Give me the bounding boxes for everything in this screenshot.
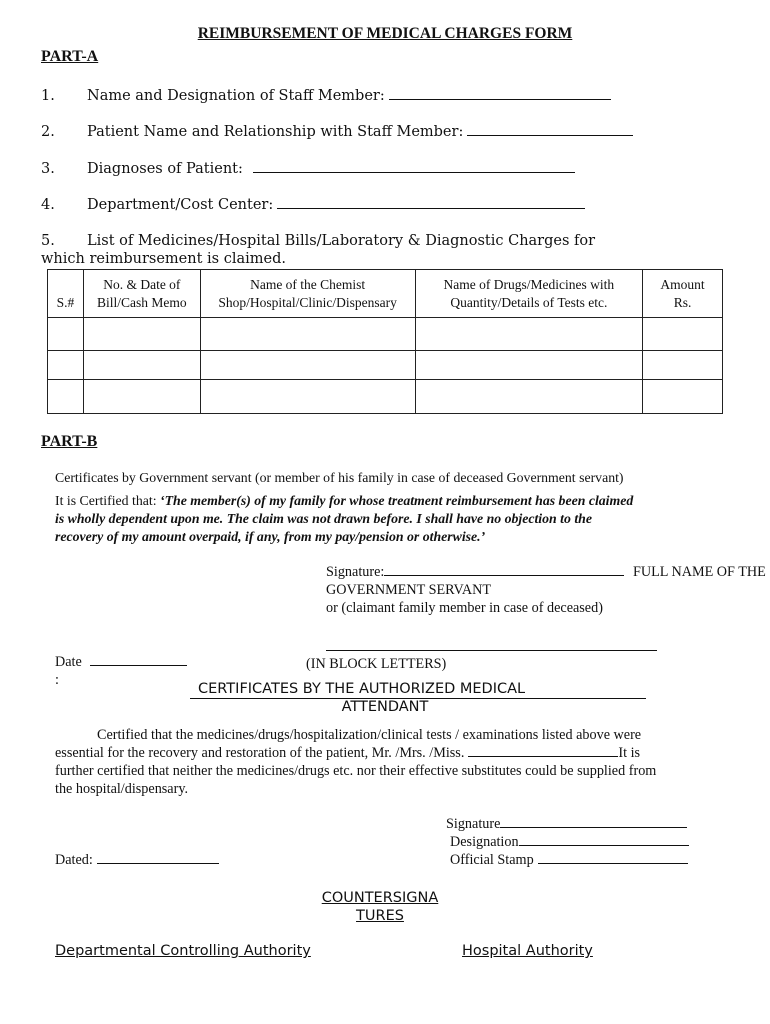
patient-name-field[interactable]	[467, 134, 633, 136]
table-cell[interactable]	[200, 318, 415, 351]
department-field[interactable]	[277, 207, 585, 209]
item-label: Name and Designation of Staff Member:	[87, 88, 385, 104]
attendant-para-line-4: the hospital/dispensary.	[55, 781, 189, 797]
certificate-intro: Certificates by Government servant (or member of his family in case of deceased Government servant)	[55, 470, 624, 485]
staff-name-field[interactable]	[389, 98, 611, 100]
item-label: List of Medicines/Hospital Bills/Laboratory & Diagnostic Charges for	[87, 233, 596, 249]
item-number: 3.	[41, 161, 55, 177]
header-serial: S.#	[48, 270, 84, 318]
signature-label: Signature:	[326, 564, 385, 580]
table-cell[interactable]	[643, 351, 723, 380]
table-cell[interactable]	[415, 351, 643, 380]
form-title: REIMBURSEMENT OF MEDICAL CHARGES FORM	[197, 25, 573, 42]
table-cell[interactable]	[200, 380, 415, 414]
full-name-field[interactable]	[326, 650, 657, 651]
item-number: 5.	[41, 233, 55, 249]
table-cell[interactable]	[83, 380, 200, 414]
patient-name-blank[interactable]	[468, 755, 618, 757]
item-2	[41, 124, 633, 140]
item-5	[41, 233, 595, 249]
attendant-designation-row: Designation	[450, 833, 689, 851]
attendant-para-line-2: essential for the recovery and restoration of the patient, Mr. /Mrs. /Miss. It is	[55, 745, 641, 761]
item-label: Diagnoses of Patient:	[87, 161, 243, 177]
full-name-label: FULL NAME OF THE	[633, 564, 766, 580]
table-cell[interactable]	[643, 380, 723, 414]
date-colon: :	[55, 672, 59, 688]
claimant-note: or (claimant family member in case of deceased)	[326, 600, 603, 616]
part-b-heading: PART-B	[41, 433, 98, 450]
header-amount: Amount Rs.	[643, 270, 723, 318]
table-row	[48, 380, 723, 414]
countersignatures-heading: COUNTERSIGNA	[321, 890, 439, 906]
item-3	[41, 161, 575, 177]
dated-row: Dated:	[55, 851, 219, 869]
official-stamp-field[interactable]	[538, 862, 688, 864]
diagnoses-field[interactable]	[253, 171, 575, 173]
item-number: 2.	[41, 124, 55, 140]
item-5-continued: which reimbursement is claimed.	[41, 251, 286, 267]
date-label: Date	[55, 654, 82, 670]
item-4	[41, 197, 585, 213]
countersignatures-heading-2: TURES	[356, 908, 404, 924]
table-cell[interactable]	[48, 318, 84, 351]
attendant-signature-row: Signature	[446, 815, 687, 833]
block-letters-note: (IN BLOCK LETTERS)	[306, 656, 447, 672]
medical-attendant-heading-2: ATTENDANT	[341, 699, 429, 715]
claims-table	[47, 269, 723, 414]
table-cell[interactable]	[643, 318, 723, 351]
table-row	[48, 318, 723, 351]
table-row	[48, 351, 723, 380]
certificate-line-1	[55, 492, 633, 510]
date-field[interactable]	[90, 664, 187, 666]
header-bill: No. & Date of Bill/Cash Memo	[83, 270, 200, 318]
hospital-authority-label: Hospital Authority	[462, 943, 593, 959]
table-cell[interactable]	[83, 351, 200, 380]
certificate-text: ‘The member(s) of my family for whose treatment reimbursement has been claimed	[160, 493, 634, 508]
table-cell[interactable]	[415, 318, 643, 351]
certificate-line-2: is wholly dependent upon me. The claim was not drawn before. I shall have no objection to the	[55, 511, 592, 526]
attendant-para-line-1: Certified that the medicines/drugs/hospitalization/clinical tests / examinations listed above were	[97, 727, 642, 743]
table-header-row	[48, 270, 723, 318]
date-row	[55, 653, 187, 671]
item-number: 4.	[41, 197, 55, 213]
item-number: 1.	[41, 88, 55, 104]
table-cell[interactable]	[48, 351, 84, 380]
header-drugs: Name of Drugs/Medicines with Quantity/Details of Tests etc.	[415, 270, 643, 318]
certificate-line-3: recovery of my amount overpaid, if any, from my pay/pension or otherwise.’	[55, 529, 486, 544]
departmental-authority-label: Departmental Controlling Authority	[55, 943, 311, 959]
medical-attendant-heading: CERTIFICATES BY THE AUTHORIZED MEDICAL	[190, 680, 646, 699]
item-1	[41, 88, 611, 104]
header-chemist: Name of the Chemist Shop/Hospital/Clinic/Dispensary	[200, 270, 415, 318]
certificate-prefix: It is Certified that:	[55, 493, 160, 508]
gov-signature-field[interactable]	[384, 574, 624, 576]
part-a-heading: PART-A	[41, 48, 99, 65]
attendant-signature-field[interactable]	[500, 826, 687, 828]
table-cell[interactable]	[200, 351, 415, 380]
attendant-stamp-row: Official Stamp	[450, 851, 688, 869]
item-label: Patient Name and Relationship with Staff Member:	[87, 124, 464, 140]
table-cell[interactable]	[415, 380, 643, 414]
item-label: Department/Cost Center:	[87, 197, 274, 213]
attendant-para-line-3: further certified that neither the medicines/drugs etc. nor their effective substitutes could be supplied from	[55, 763, 657, 779]
attendant-designation-field[interactable]	[519, 844, 689, 846]
table-cell[interactable]	[83, 318, 200, 351]
dated-field[interactable]	[97, 862, 219, 864]
gov-servant-label: GOVERNMENT SERVANT	[326, 582, 492, 598]
gov-signature-row	[326, 563, 624, 581]
table-cell[interactable]	[48, 380, 84, 414]
